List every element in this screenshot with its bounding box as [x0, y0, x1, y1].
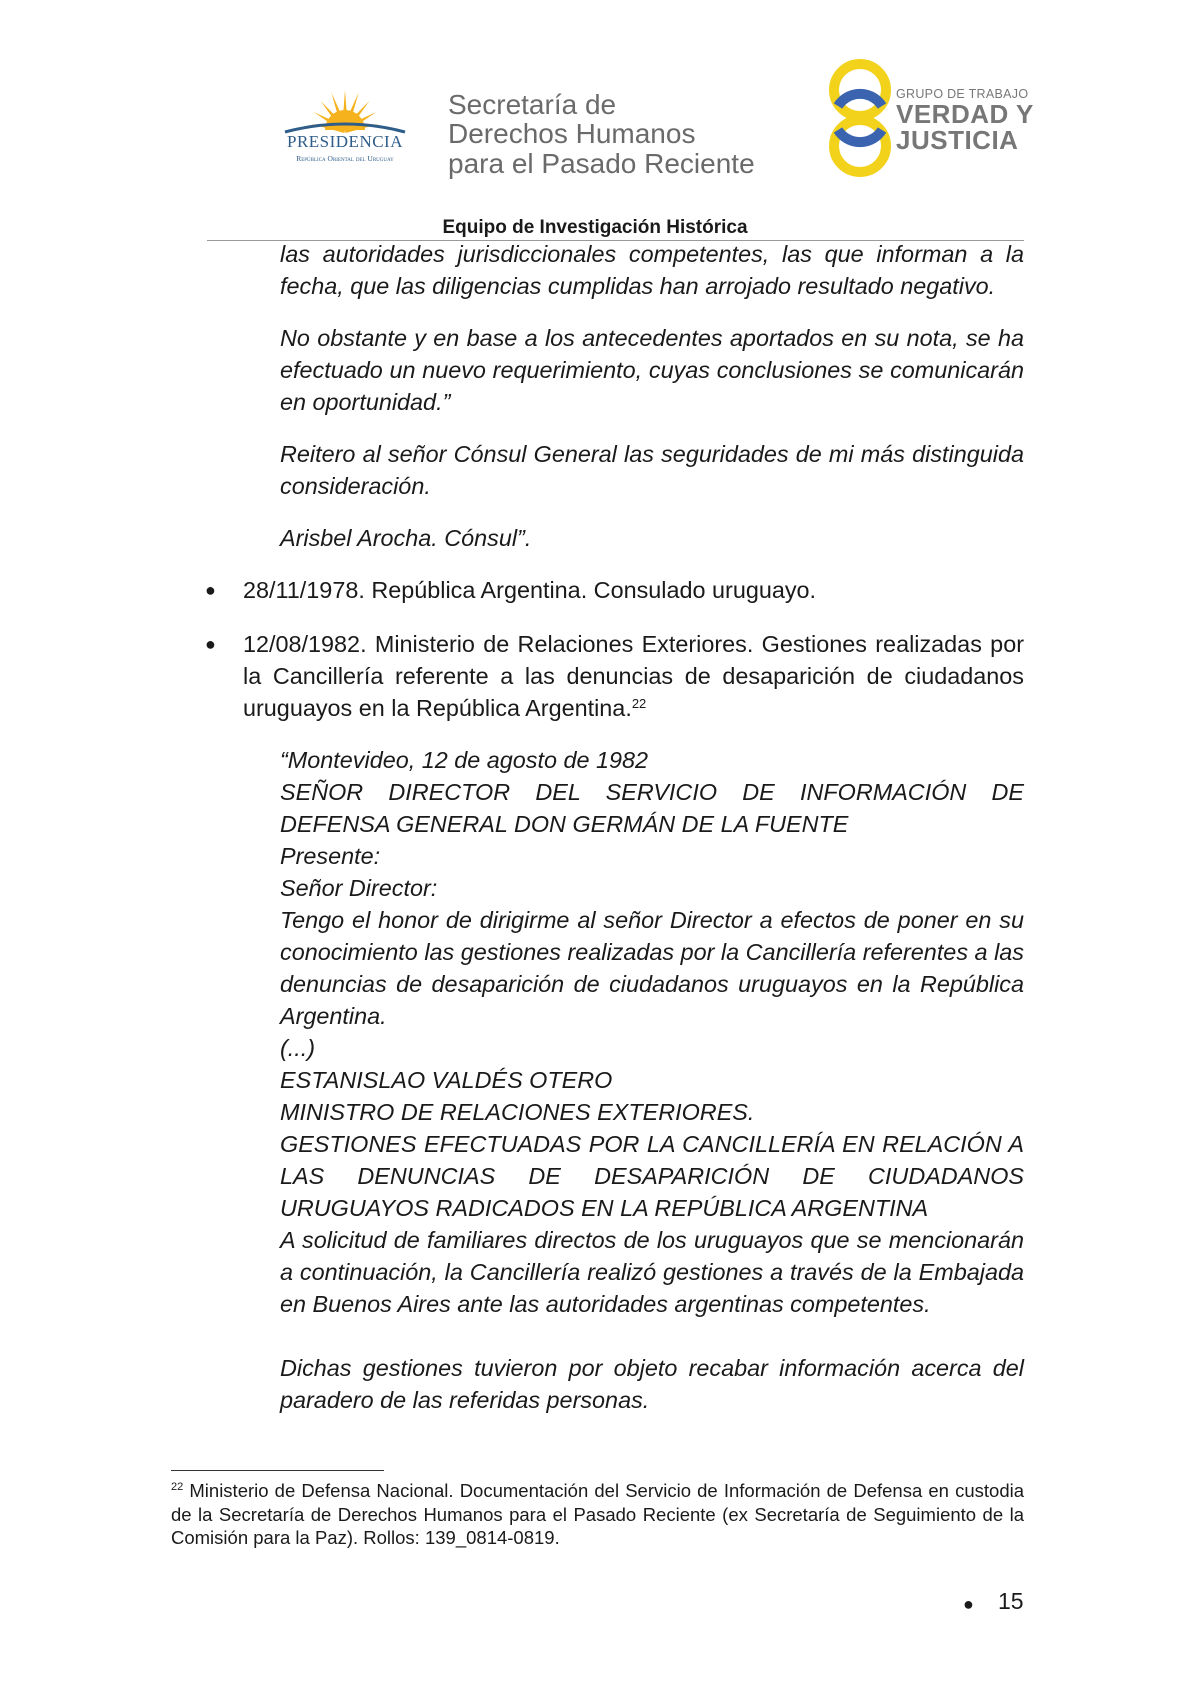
- footnote: [171, 1479, 1024, 1550]
- footnote-text: Ministerio de Defensa Nacional. Documentación del Servicio de Información de Defensa en custodia de la Secretaría de Derechos Humanos para el Pasado Reciente (ex Secretaría de Seguimiento de la Comisión para la Paz). Rollos: 139_0814-0819.: [171, 1480, 1025, 1548]
- interlocked-rings-icon: [820, 56, 900, 180]
- bullet-item-2: [243, 628, 1024, 724]
- secretaria-line-2: Derechos Humanos: [448, 118, 696, 150]
- footnote-number: 22: [171, 1481, 184, 1493]
- sun-emblem-icon: [270, 78, 420, 178]
- grupo-line-1: GRUPO DE TRABAJO: [896, 87, 1029, 101]
- letter-date: “Montevideo, 12 de agosto de 1982: [280, 747, 649, 773]
- grupo-line-3: JUSTICIA: [896, 124, 1019, 155]
- presidencia-logo-subtext: República Oriental del Uruguay: [296, 154, 394, 163]
- footnote-reference[interactable]: 22: [631, 696, 647, 711]
- grupo-line-2: VERDAD Y: [896, 98, 1034, 129]
- letter-signer: ESTANISLAO VALDÉS OTERO: [280, 1067, 613, 1093]
- team-name: Equipo de Investigación Histórica: [442, 217, 748, 238]
- letter-paragraph-1: A solicitud de familiares directos de los uruguayos que se mencionarán a continuación, la Cancillería realizó gestiones a través de la Embajada en Buenos Aires ante las autoridades argentinas competentes.: [280, 1227, 1024, 1317]
- letter-salutation: Señor Director:: [280, 875, 438, 901]
- page-number-bullet: ●: [963, 1594, 974, 1614]
- letter-addressee: SEÑOR DIRECTOR DEL SERVICIO DE INFORMACIÓN DE DEFENSA GENERAL DON GERMÁN DE LA FUENTE: [280, 779, 1024, 837]
- letter-signer-title: MINISTRO DE RELACIONES EXTERIORES.: [280, 1099, 755, 1125]
- bullet-item-2-text: 12/08/1982. Ministerio de Relaciones Exteriores. Gestiones realizadas por la Cancillería referente a las denuncias de desaparición de ciudadanos uruguayos en la República Argentina.: [243, 631, 1024, 721]
- verdad-justicia-text: [896, 88, 1190, 153]
- footnote-divider: [171, 1470, 384, 1471]
- quote-paragraph-1: las autoridades jurisdiccionales competentes, las que informan a la fecha, que las diligencias cumplidas han arrojado resultado negativo.: [280, 241, 1024, 299]
- bullet-marker: ●: [205, 580, 216, 600]
- quote-paragraph-3: Reitero al señor Cónsul General las seguridades de mi más distinguida consideración.: [280, 441, 1024, 499]
- letter-paragraph-2: Dichas gestiones tuvieron por objeto recabar información acerca del paradero de las referidas personas.: [280, 1355, 1024, 1413]
- bullet-item-1: 28/11/1978. República Argentina. Consulado uruguayo.: [243, 577, 817, 603]
- presidencia-logo: [270, 78, 420, 178]
- letter-body: Tengo el honor de dirigirme al señor Director a efectos de poner en su conocimiento las gestiones realizadas por la Cancillería referentes a las denuncias de desaparición de ciudadanos uruguayos en la República Argentina.: [280, 907, 1024, 1029]
- bullet-marker: ●: [205, 634, 216, 654]
- quote-signature: Arisbel Arocha. Cónsul”.: [280, 525, 532, 551]
- secretaria-line-3: para el Pasado Reciente: [448, 147, 755, 179]
- presidencia-logo-text: PRESIDENCIA: [286, 132, 403, 151]
- secretaria-line-1: Secretaría de: [448, 89, 617, 120]
- secretaria-title: [448, 90, 755, 178]
- quote-paragraph-2: No obstante y en base a los antecedentes aportados en su nota, se ha efectuado un nuevo requerimiento, cuyas conclusiones se comunicarán en oportunidad.”: [280, 325, 1024, 415]
- letter-ellipsis: (...): [280, 1035, 316, 1061]
- page-number: 15: [998, 1588, 1024, 1614]
- letter-presente: Presente:: [280, 843, 381, 869]
- letter-heading: GESTIONES EFECTUADAS POR LA CANCILLERÍA EN RELACIÓN A LAS DENUNCIAS DE DESAPARICIÓN DE CIUDADANOS URUGUAYOS RADICADOS EN LA REPÚBLICA ARGENTINA: [280, 1131, 1024, 1221]
